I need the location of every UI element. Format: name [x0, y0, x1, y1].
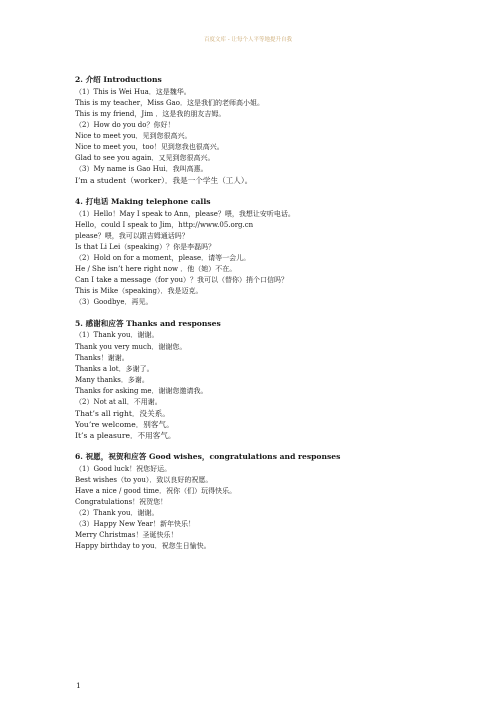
text-line: Nice to meet you．见到您很高兴。	[75, 131, 192, 140]
text-line: Is that Li Lei（speaking）？你是李磊吗？	[75, 242, 216, 251]
text-line: （2）How do you do？你好！	[75, 120, 175, 129]
text-line: Thanks！谢谢。	[75, 353, 129, 362]
text-line: I’m a student（worker）．我是一个学生（工人）。	[75, 176, 253, 186]
text-line: This is my friend，Jim ．这是我的朋友吉姆。	[75, 109, 226, 118]
text-line: He / She isn’t here right now ．他（她）不在。	[75, 265, 237, 273]
text-line: （2）Thank you．谢谢。	[75, 508, 159, 517]
section-heading: 6. 祝愿，祝贺和应答 Good wishes，congratulations and responses	[75, 451, 341, 461]
text-line: （1）Hello！May I speak to Ann，please？喂，我想让安听电话。	[75, 209, 295, 218]
text-line: please？喂，我可以跟吉姆通话吗？	[75, 231, 189, 240]
text-line: （3）Goodbye．再见。	[75, 298, 153, 307]
text-line: （3）My name is Gao Hui．我叫高惠。	[75, 165, 208, 174]
section-introductions	[75, 74, 435, 186]
text-line: Happy birthday to you．祝您生日愉快。	[75, 542, 211, 551]
text-line: Hello，could I speak to Jim，http://www.05.org.cn	[75, 220, 254, 229]
text-line: Thanks for asking me．谢谢您邀请我。	[75, 386, 208, 395]
text-line: This is my teacher，Miss Gao．这是我们的老师高小姐。	[75, 98, 264, 107]
page-number: 1	[76, 681, 81, 690]
text-line: That’s all right．没关系。	[75, 409, 170, 419]
section-good-wishes	[75, 451, 435, 552]
text-line: （1）Thank you．谢谢。	[75, 331, 159, 340]
text-line: This is Mike（speaking）．我是迈克。	[75, 287, 203, 296]
text-line: Congratulations！祝贺您！	[75, 497, 168, 506]
text-line: Merry Christmas！圣诞快乐！	[75, 531, 178, 540]
section-heading: 4. 打电话 Making telephone calls	[75, 196, 211, 206]
text-line: Best wishes（to you）．致以良好的祝愿。	[75, 475, 213, 484]
text-line: Thank you very much．谢谢您。	[75, 342, 187, 351]
text-line: Glad to see you again．又见到您很高兴。	[75, 154, 215, 163]
text-line: It’s a pleasure．不用客气。	[75, 431, 176, 441]
text-line: （1）Good luck！祝您好运。	[75, 464, 172, 473]
section-heading: 5. 感谢和应答 Thanks and responses	[75, 318, 221, 328]
text-line: You’re welcome．别客气。	[75, 420, 174, 430]
section-heading: 2. 介绍 Introductions	[75, 75, 162, 84]
text-line: Have a nice / good time．祝你（们）玩得快乐。	[75, 486, 237, 495]
section-thanks-responses	[75, 318, 435, 442]
watermark-header: 百度文库 - 让每个人平等地提升自我	[204, 37, 292, 43]
section-telephone-calls	[75, 196, 435, 308]
text-line: （1）This is Wei Hua．这是魏华。	[75, 87, 191, 96]
text-line: （3）Happy New Year！新年快乐！	[75, 519, 196, 528]
document-body	[75, 74, 435, 562]
text-line: Can I take a message（for you）？我可以（替你）捎个口信吗？	[75, 276, 289, 285]
text-line: Nice to meet you，too！见到您我也很高兴。	[75, 143, 224, 152]
text-line: （2）Not at all．不用谢。	[75, 398, 162, 407]
text-line: （2）Hold on for a moment，please．请等一会儿。	[75, 253, 251, 262]
text-line: Many thanks．多谢。	[75, 375, 149, 384]
text-line: Thanks a lot．多谢了。	[75, 364, 154, 373]
